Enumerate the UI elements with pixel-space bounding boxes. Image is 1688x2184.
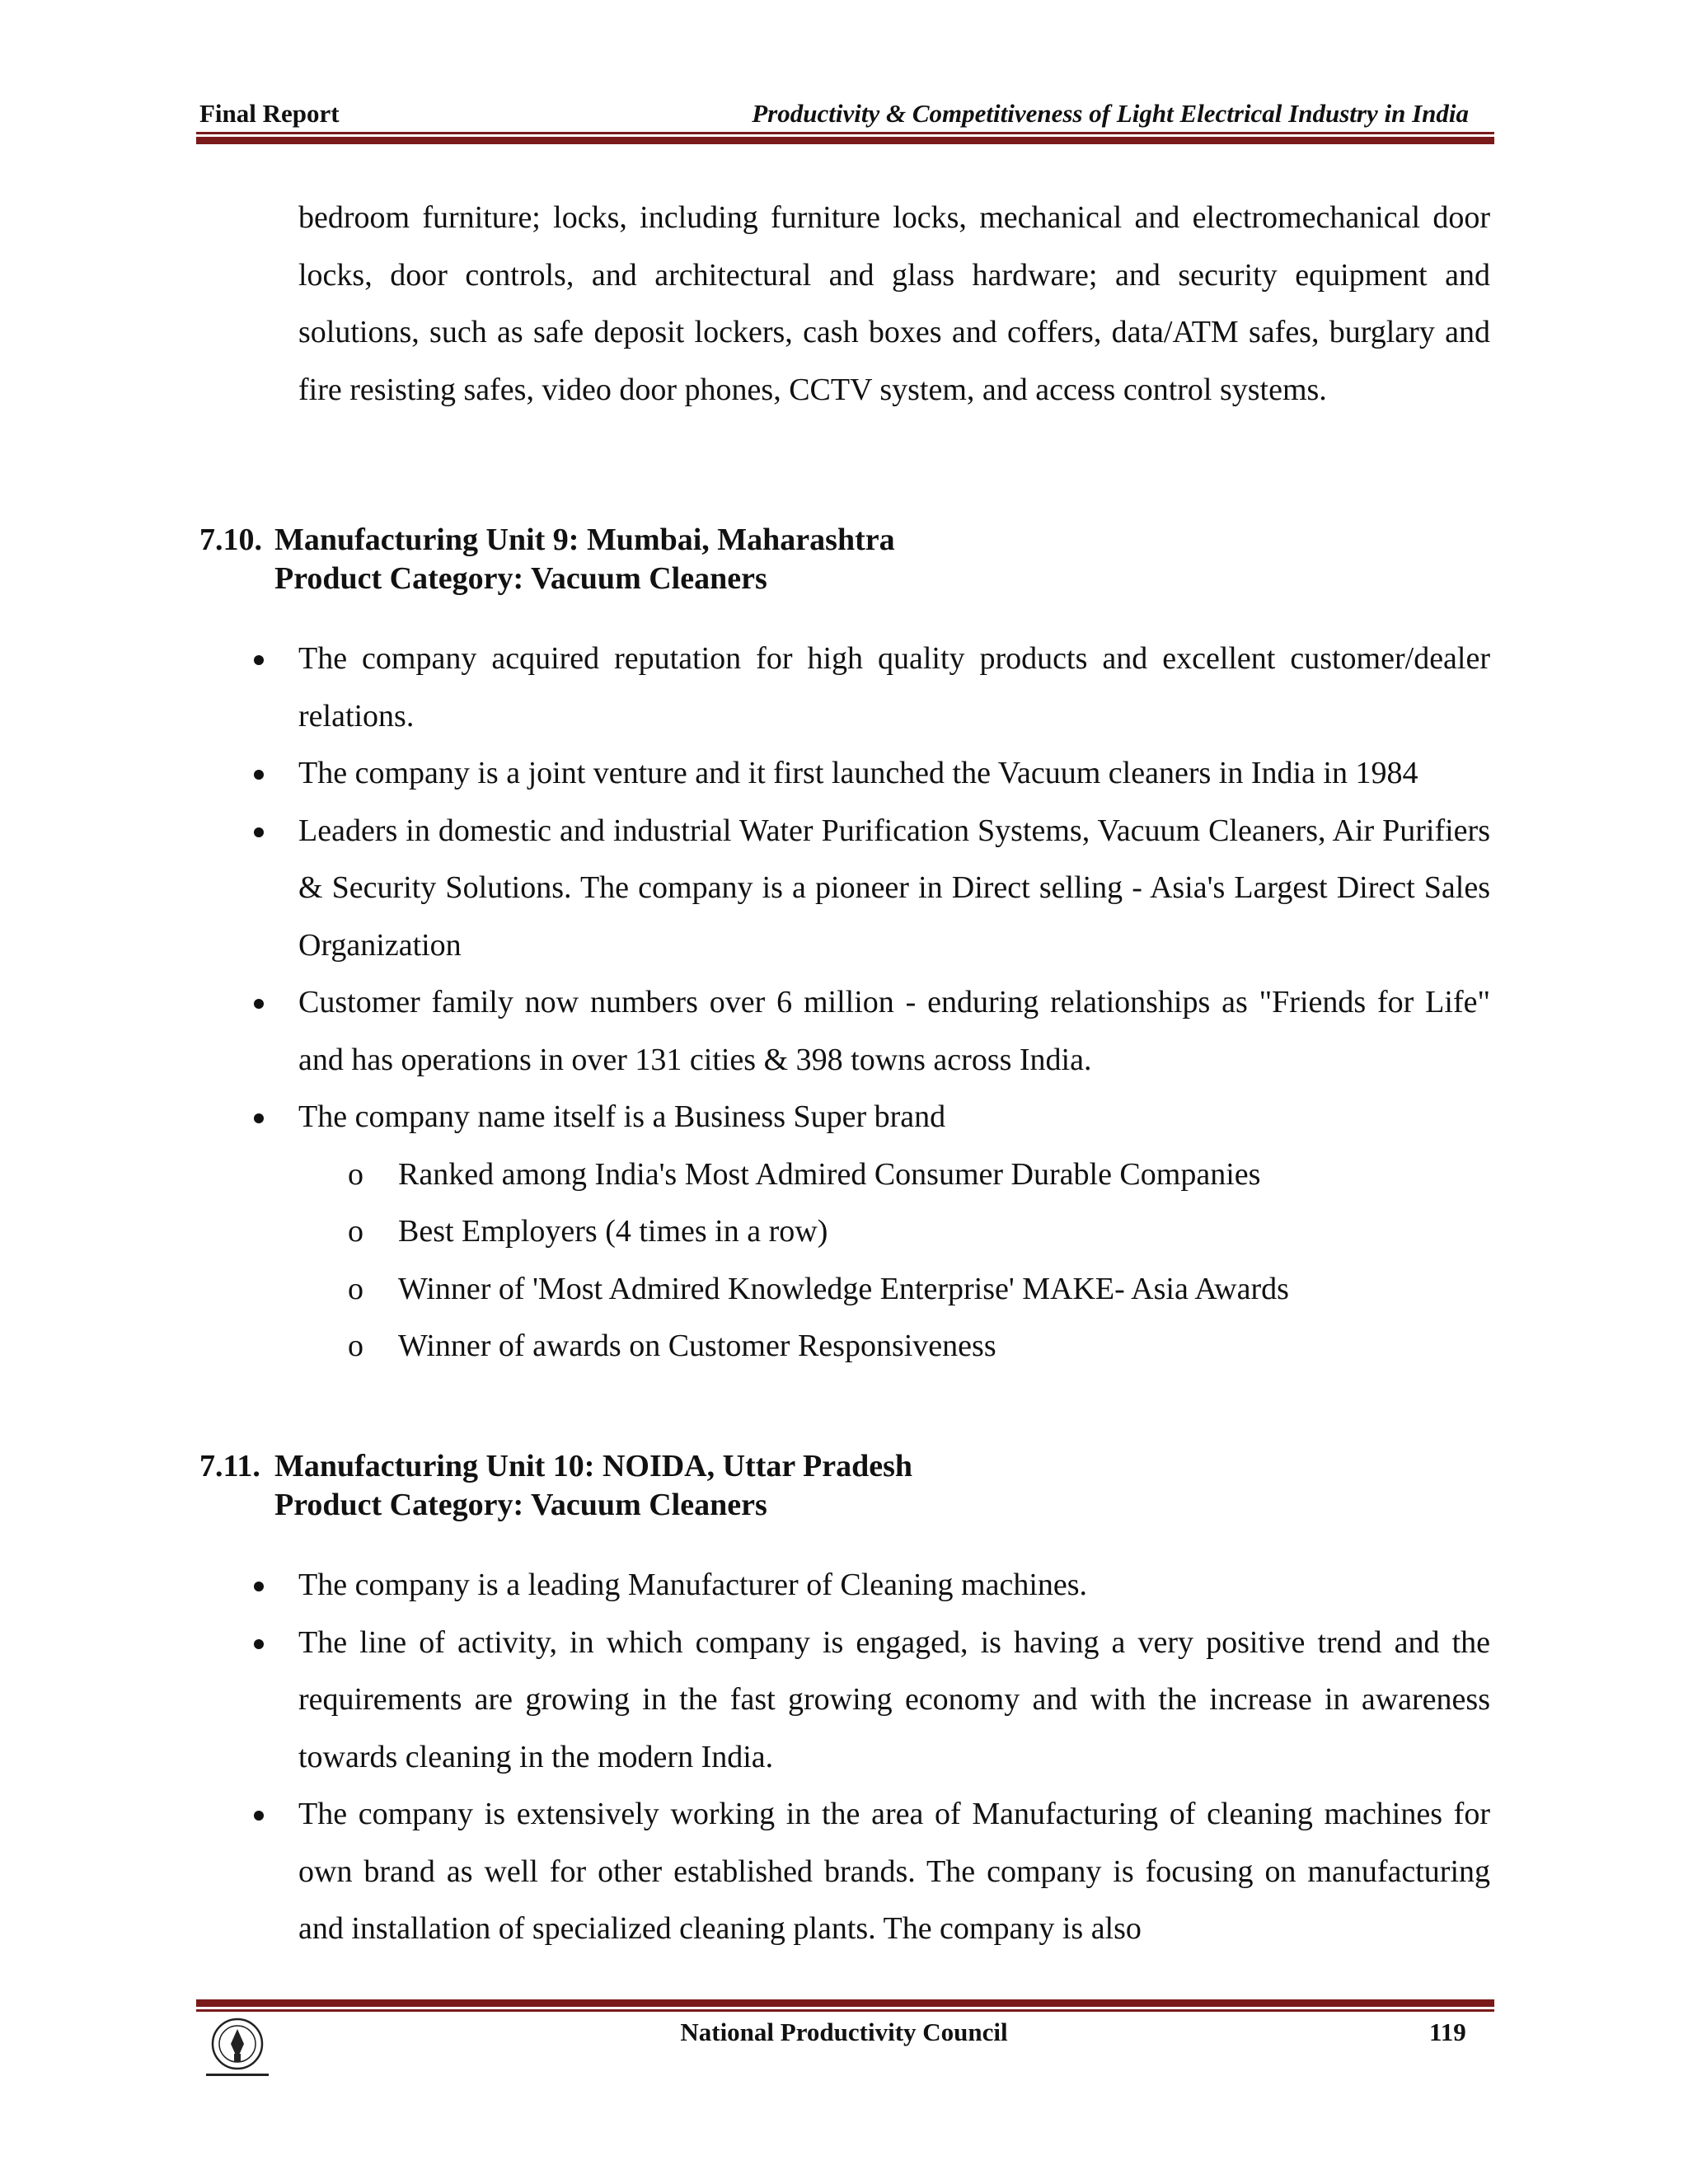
sub-list-item	[298, 1261, 1490, 1319]
sub-list-item-text: Ranked among India's Most Admired Consumer Durable Companies	[398, 1156, 1261, 1192]
footer-rule-thick	[196, 1999, 1494, 2007]
sub-list-item-text: Best Employers (4 times in a row)	[398, 1214, 828, 1249]
sub-marker: o	[348, 1214, 363, 1249]
list-item: The company is a joint venture and it first launched the Vacuum cleaners in India in 1984	[298, 745, 1490, 803]
section-number: 7.11.	[199, 1449, 260, 1483]
intro-paragraph: bedroom furniture; locks, including furniture locks, mechanical and electromechanical door locks, door controls, and architectural and glass hardware; and security equipment and solutions, such as safe deposit lockers, cash boxes and coffers, data/ATM safes, burglary and fire resisting safes, video door phones, CCTV system, and access control systems.	[298, 200, 1490, 407]
header-rule-thin	[196, 132, 1494, 134]
section-title: Manufacturing Unit 10: NOIDA, Uttar Pradesh	[274, 1449, 913, 1483]
list-item: The company is extensively working in the area of Manufacturing of cleaning machines for own brand as well for other established brands. The company is focusing on manufacturing and installation of specialized cleaning plants. The company is also	[298, 1786, 1490, 1958]
sub-marker: o	[348, 1271, 363, 1306]
sub-list-item	[298, 1318, 1490, 1376]
page-number: 119	[1429, 2018, 1466, 2046]
section-7-11-bullets	[298, 1557, 1490, 1958]
sub-list-item-text: Winner of awards on Customer Responsiveness	[398, 1329, 996, 1363]
sub-bullets	[298, 1146, 1490, 1376]
sub-list-item-text: Winner of 'Most Admired Knowledge Enterprise' MAKE- Asia Awards	[398, 1271, 1289, 1306]
list-item-text: The company name itself is a Business Super brand	[298, 1099, 946, 1134]
section-subtitle: Product Category: Vacuum Cleaners	[274, 1488, 767, 1522]
list-item	[298, 1089, 1490, 1376]
section-subtitle: Product Category: Vacuum Cleaners	[274, 561, 767, 596]
section-7-10-bullets	[298, 630, 1490, 1376]
sub-list-item	[298, 1146, 1490, 1204]
footer-rule-thin	[196, 2009, 1494, 2012]
header-right: Productivity & Competitiveness of Light Electrical Industry in India	[752, 99, 1469, 128]
sub-marker: o	[348, 1156, 363, 1192]
header-left: Final Report	[199, 99, 340, 128]
section-heading-7-11	[199, 1447, 912, 1525]
list-item: The line of activity, in which company is engaged, is having a very positive trend and the requirements are growing in the fast growing economy and with the increase in awareness towards cleaning in the modern India.	[298, 1615, 1490, 1787]
section-heading-7-10	[199, 521, 895, 598]
list-item: The company acquired reputation for high quality products and excellent customer/dealer relations.	[298, 630, 1490, 745]
sub-marker: o	[348, 1329, 363, 1363]
header-rule-thick	[196, 137, 1494, 144]
list-item: Customer family now numbers over 6 million - enduring relationships as "Friends for Life" and has operations in over 131 cities & 398 towns across India.	[298, 974, 1490, 1089]
sub-list-item	[298, 1203, 1490, 1261]
list-item: The company is a leading Manufacturer of Cleaning machines.	[298, 1557, 1490, 1615]
footer-organization: National Productivity Council	[680, 2018, 1008, 2046]
section-number: 7.10.	[199, 523, 262, 557]
list-item: Leaders in domestic and industrial Water Purification Systems, Vacuum Cleaners, Air Purifiers & Security Solutions. The company is a pioneer in Direct selling - Asia's Largest Direct Sales Organization	[298, 803, 1490, 975]
section-title: Manufacturing Unit 9: Mumbai, Maharashtra	[274, 523, 895, 557]
